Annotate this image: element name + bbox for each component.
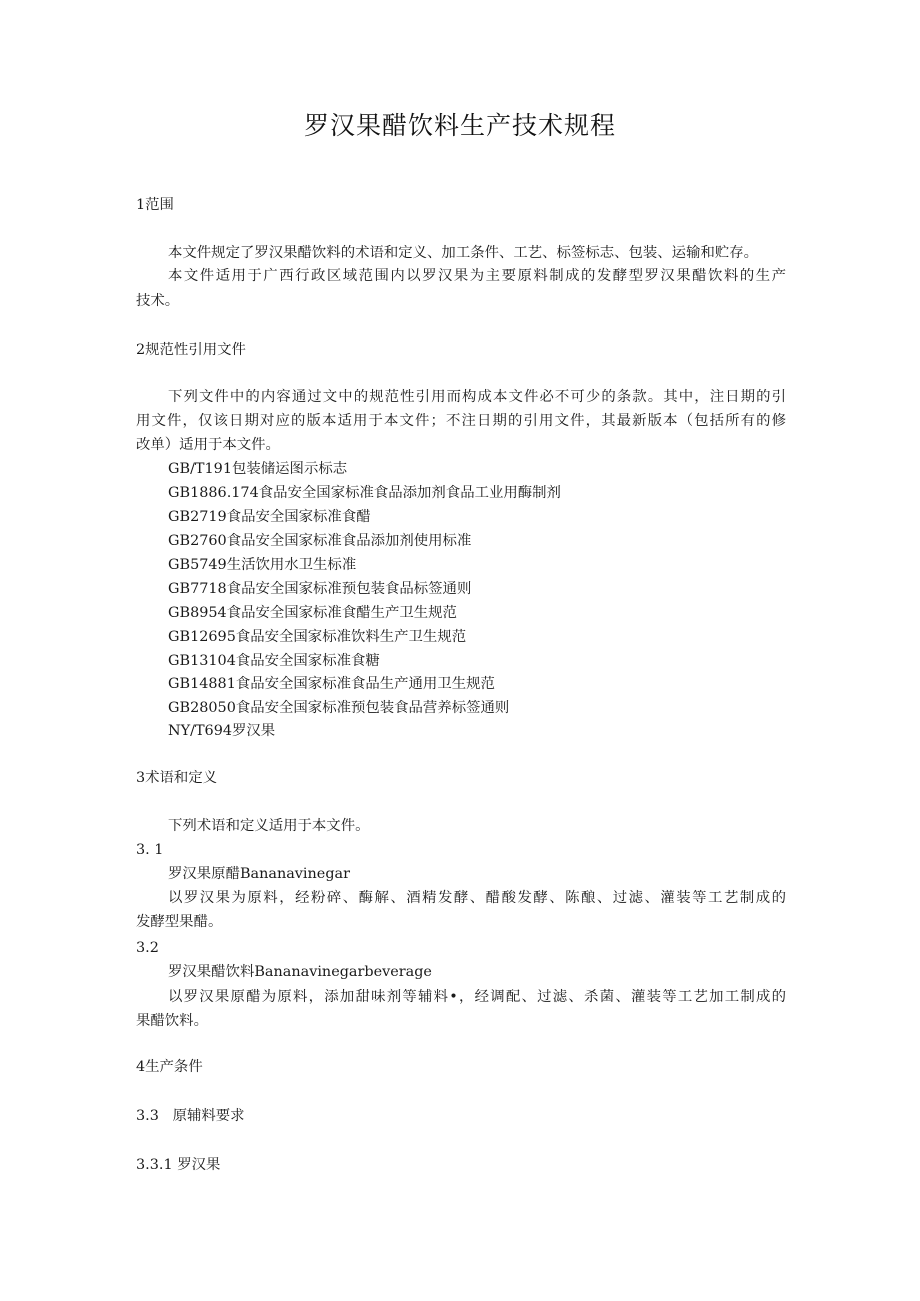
term-1-definition-line-1: 以罗汉果为原料，经粉碎、酶解、酒精发酵、醋酸发酵、陈酿、过滤、灌装等工艺制成的: [168, 890, 786, 906]
reference-item: GB/T191包装储运图示标志: [168, 461, 348, 477]
section-3-intro: 下列术语和定义适用于本文件。: [168, 818, 370, 834]
section-2-heading: 2规范性引用文件: [136, 342, 246, 358]
section-2-paragraph-line-1: 下列文件中的内容通过文中的规范性引用而构成本文件必不可少的条款。其中，注日期的引: [168, 389, 786, 405]
subsection-3-3-1-heading: 3.3.1 罗汉果: [136, 1157, 221, 1173]
section-4-heading: 4生产条件: [136, 1059, 203, 1075]
reference-item: GB7718食品安全国家标准预包装食品标签通则: [168, 581, 472, 597]
reference-item: GB12695食品安全国家标准饮料生产卫生规范: [168, 629, 467, 645]
reference-item: NY/T694罗汉果: [168, 723, 276, 739]
term-2-name: 罗汉果醋饮料Bananavinegarbeverage: [168, 964, 432, 980]
document-title: 罗汉果醋饮料生产技术规程: [303, 111, 616, 140]
reference-item: GB28050食品安全国家标准预包装食品营养标签通则: [168, 700, 510, 716]
section-1-heading: 1范围: [136, 197, 174, 213]
term-1-definition-line-2: 发酵型果醋。: [136, 914, 223, 930]
reference-item: GB2719食品安全国家标准食醋: [168, 509, 371, 525]
reference-item: GB2760食品安全国家标准食品添加剂使用标准: [168, 533, 472, 549]
subsection-3-3-heading: 3.3 原辅料要求: [136, 1108, 245, 1124]
term-1-number: 3. 1: [136, 842, 164, 858]
reference-item: GB14881食品安全国家标准食品生产通用卫生规范: [168, 676, 495, 692]
reference-item: GB13104食品安全国家标准食糖: [168, 653, 380, 669]
term-2-definition-line-2: 果醋饮料。: [136, 1013, 208, 1029]
term-1-name: 罗汉果原醋Bananavinegar: [168, 866, 350, 882]
term-2-number: 3.2: [136, 940, 159, 956]
section-1-paragraph-2-line-1: 本文件适用于广西行政区域范围内以罗汉果为主要原料制成的发酵型罗汉果醋饮料的生产: [168, 268, 786, 284]
reference-item: GB1886.174食品安全国家标准食品添加剂食品工业用酶制剂: [168, 485, 561, 501]
section-1-paragraph-2-line-2: 技术。: [136, 293, 180, 309]
section-2-paragraph-line-3: 改单）适用于本文件。: [136, 437, 280, 453]
section-2-paragraph-line-2: 用文件，仅该日期对应的版本适用于本文件；不注日期的引用文件，其最新版本（包括所有的修: [136, 413, 786, 429]
reference-item: GB5749生活饮用水卫生标准: [168, 557, 357, 573]
section-1-paragraph-1: 本文件规定了罗汉果醋饮料的术语和定义、加工条件、工艺、标签标志、包装、运输和贮存。: [168, 245, 759, 261]
section-3-heading: 3术语和定义: [136, 770, 218, 786]
reference-item: GB8954食品安全国家标准食醋生产卫生规范: [168, 605, 457, 621]
term-2-definition-line-1: 以罗汉果原醋为原料，添加甜味剂等辅料•，经调配、过滤、杀菌、灌装等工艺加工制成的: [168, 989, 786, 1005]
